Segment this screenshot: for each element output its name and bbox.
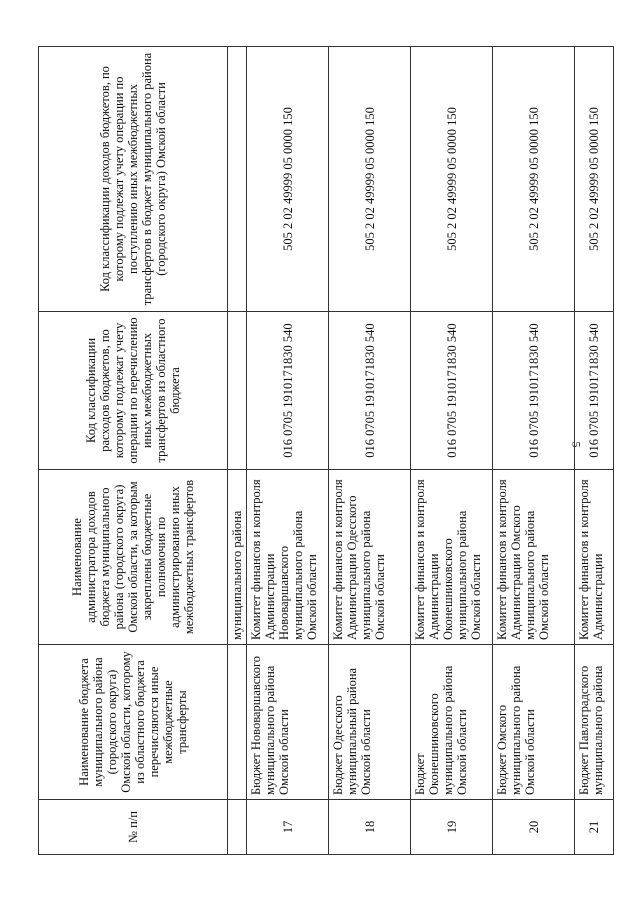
row-expense-code: 016 0705 1910171830 540 bbox=[247, 312, 329, 470]
header-budget: Наименование бюджета муниципального района (городского округа) Омской области, которому из областного бюджета перечисляются иные межбюджетные трансферты bbox=[39, 645, 228, 800]
row-admin: Комитет финансов и контроля Администрации Оконешниковского муниципального района Омской области bbox=[411, 470, 493, 645]
row-num: 21 bbox=[575, 800, 614, 855]
row-income-code: 505 2 02 49999 05 0000 150 bbox=[329, 47, 411, 312]
carry-over-cell bbox=[228, 47, 247, 312]
row-admin: Комитет финансов и контроля Администрации Одесского муниципального района Омской области bbox=[329, 470, 411, 645]
row-admin: Комитет финансов и контроля Администрации Нововаршавского муниципального района Омской области bbox=[247, 470, 329, 645]
page-number: 5 bbox=[569, 441, 584, 448]
row-income-code: 505 2 02 49999 05 0000 150 bbox=[247, 47, 329, 312]
table-row bbox=[493, 47, 575, 855]
row-budget: Бюджет Оконешниковского муниципального района Омской области bbox=[411, 645, 493, 800]
row-expense-code: 016 0705 1910171830 540 bbox=[493, 312, 575, 470]
header-row bbox=[39, 47, 228, 855]
table-row bbox=[329, 47, 411, 855]
header-expense-code: Код классификации расходов бюджетов, по которому подлежат учету операции по перечислению иных межбюджетных трансфертов из областного бюджета bbox=[39, 312, 228, 470]
carry-over-admin: муниципального района bbox=[228, 470, 247, 645]
table-row bbox=[575, 47, 614, 855]
carry-over-cell bbox=[228, 645, 247, 800]
row-num: 18 bbox=[329, 800, 411, 855]
header-income-code: Код классификации доходов бюджетов, по которому подлежат учету операции по поступлению иных межбюджетных трансфертов в бюджет муниципального района (городского округа) Омской области bbox=[39, 47, 228, 312]
row-expense-code: 016 0705 1910171830 540 bbox=[411, 312, 493, 470]
row-num: 19 bbox=[411, 800, 493, 855]
table-row bbox=[411, 47, 493, 855]
row-num: 17 bbox=[247, 800, 329, 855]
row-admin: Комитет финансов и контроля Администрации Омского муниципального района Омской области bbox=[493, 470, 575, 645]
carry-over-cell bbox=[228, 312, 247, 470]
table-row bbox=[247, 47, 329, 855]
row-expense-code: 016 0705 1910171830 540 bbox=[329, 312, 411, 470]
row-budget: Бюджет Одесского муниципальный района Омской области bbox=[329, 645, 411, 800]
row-budget: Бюджет Омского муниципального района Омской области bbox=[493, 645, 575, 800]
row-income-code: 505 2 02 49999 05 0000 150 bbox=[575, 47, 614, 312]
row-admin: Комитет финансов и контроля Администрации bbox=[575, 470, 614, 645]
transfers-table bbox=[38, 46, 614, 855]
table-container bbox=[38, 47, 605, 855]
row-income-code: 505 2 02 49999 05 0000 150 bbox=[411, 47, 493, 312]
header-num: № п/п bbox=[39, 800, 228, 855]
carry-over-row bbox=[228, 47, 247, 855]
row-income-code: 505 2 02 49999 05 0000 150 bbox=[493, 47, 575, 312]
row-budget: Бюджет Нововаршавского муниципального района Омской области bbox=[247, 645, 329, 800]
row-budget: Бюджет Павлоградского муниципального района bbox=[575, 645, 614, 800]
row-expense-code: 016 0705 1910171830 540 bbox=[575, 312, 614, 470]
header-admin: Наименование администратора доходов бюджета муниципального района (городского округа) Омской области, за которым закреплены бюджетные полномочия по администрированию иных межбюджетных трансфертов bbox=[39, 470, 228, 645]
row-num: 20 bbox=[493, 800, 575, 855]
carry-over-cell bbox=[228, 800, 247, 855]
